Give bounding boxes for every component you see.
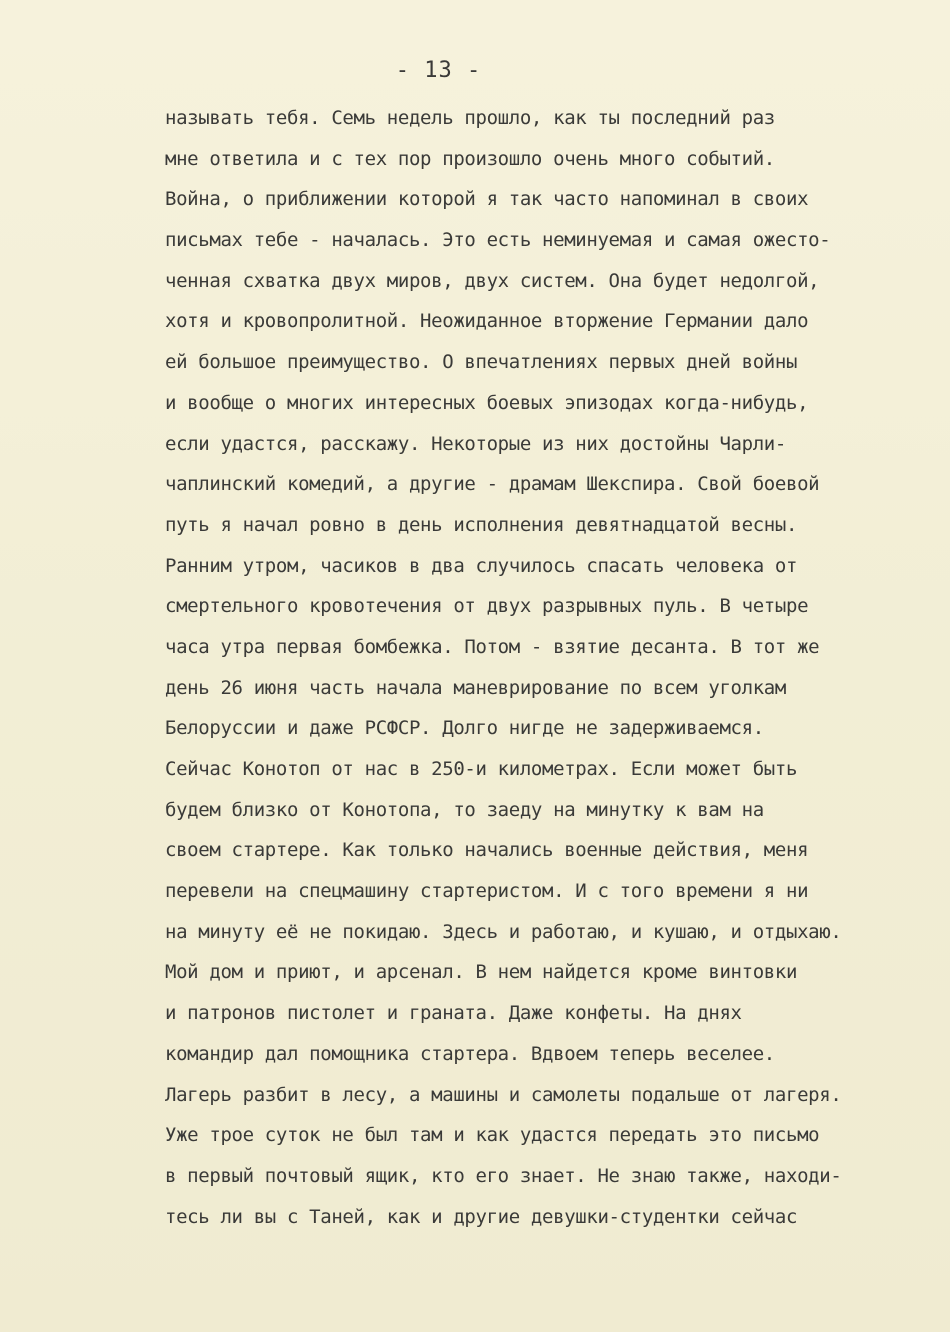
text-line: в первый почтовый ящик, кто его знает. Не знаю также, находи- <box>165 1164 842 1187</box>
text-line: мне ответила и с тех пор произошло очень много событий. <box>165 147 775 170</box>
text-line: Война, о приближении которой я так часто напоминал в своих <box>165 188 809 211</box>
text-line: Лагерь разбит в лесу, а машины и самолеты подальше от лагеря. <box>165 1083 842 1106</box>
text-line: Мой дом и приют, и арсенал. В нем найдется кроме винтовки <box>165 961 798 984</box>
text-line: ей большое преимущество. О впечатлениях первых дней войны <box>165 351 798 374</box>
text-line: Белоруссии и даже РСФСР. Долго нигде не задерживаемся. <box>165 717 764 740</box>
text-line: и вообще о многих интересных боевых эпизодах когда-нибудь, <box>165 391 809 414</box>
text-line: путь я начал ровно в день исполнения девятнадцатой весны. <box>165 513 798 536</box>
text-line: часа утра первая бомбежка. Потом - взятие десанта. В тот же <box>165 635 820 658</box>
text-line: Сейчас Конотоп от нас в 250-и километрах. Если может быть <box>165 758 798 780</box>
text-line: и патронов пистолет и граната. Даже конфеты. На днях <box>165 1002 742 1025</box>
page-number: - 13 - <box>395 58 482 83</box>
text-line: если удастся, расскажу. Некоторые из них достойны Чарли- <box>165 432 786 455</box>
text-line: смертельного кровотечения от двух разрывных пуль. В четыре <box>165 595 809 618</box>
text-line: тесь ли вы с Таней, как и другие девушки-студентки сейчас <box>165 1205 798 1228</box>
text-line: Уже трое суток не был там и как удастся передать это письмо <box>165 1124 820 1147</box>
text-line: Ранним утром, часиков в два случилось спасать человека от <box>165 554 798 577</box>
letter-body <box>165 98 935 1237</box>
text-line: будем близко от Конотопа, то заеду на минутку к вам на <box>165 798 764 821</box>
text-line: ченная схватка двух миров, двух систем. Она будет недолгой, <box>165 269 820 292</box>
text-line: письмах тебе - началась. Это есть неминуемая и самая ожесто- <box>165 229 831 252</box>
text-line: на минуту её не покидаю. Здесь и работаю, и кушаю, и отдыхаю. <box>165 920 842 943</box>
text-line: командир дал помощника стартера. Вдвоем теперь веселее. <box>165 1042 775 1065</box>
text-line: перевели на спецмашину стартеристом. И с того времени я ни <box>165 880 809 903</box>
text-line: чаплинский комедий, а другие - драмам Шекспира. Свой боевой <box>165 473 820 496</box>
text-line: своем стартере. Как только начались военные действия, меня <box>165 839 809 862</box>
text-line: хотя и кровопролитной. Неожиданное вторжение Германии дало <box>165 310 809 333</box>
text-line: день 26 июня часть начала маневрирование по всем уголкам <box>165 676 786 699</box>
text-line: называть тебя. Семь недель прошло, как ты последний раз <box>165 107 775 129</box>
